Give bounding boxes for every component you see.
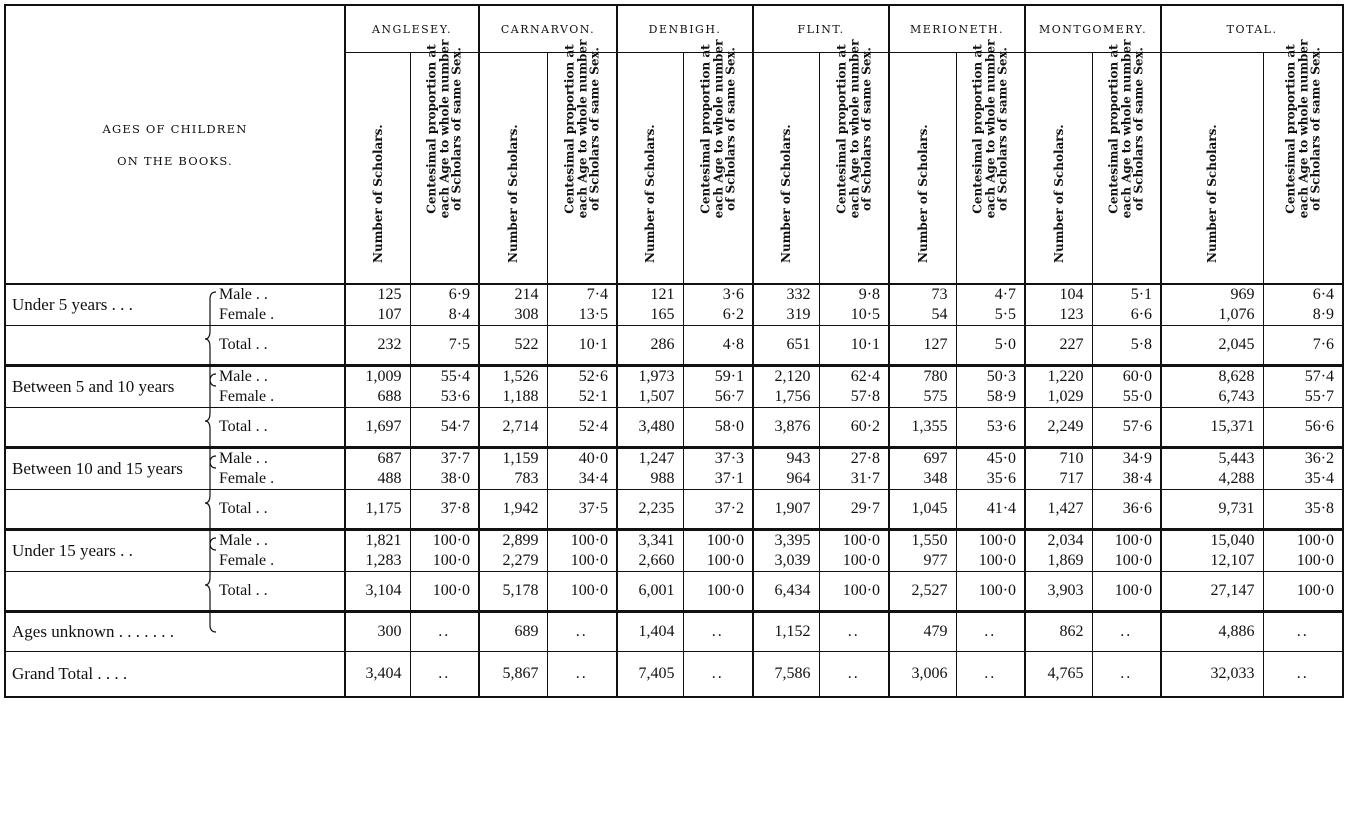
scholars-count-cell: 2,279 (479, 551, 547, 572)
centesimal-cell: 34·4 (547, 469, 617, 490)
centesimal-cell: 37·7 (410, 449, 479, 469)
centesimal-cell: 55·7 (1263, 387, 1343, 408)
centesimal-cell: 100·0 (1092, 531, 1161, 551)
age-group-spacer (5, 490, 219, 529)
grand-total-row (5, 652, 1343, 698)
scholars-count-cell: 2,249 (1025, 408, 1092, 447)
col-header-scholars-denbigh (617, 53, 683, 285)
scholars-count-cell: 479 (889, 613, 956, 652)
centesimal-line-3: of Scholars of same Sex. (1131, 46, 1146, 211)
scholars-count-cell: 1,697 (345, 408, 410, 447)
centesimal-cell: 38·4 (1092, 469, 1161, 490)
col-header-scholars-text: Number of Scholars. (643, 123, 658, 263)
scholars-count-cell: 6,001 (617, 572, 683, 611)
scholars-count-cell: 286 (617, 326, 683, 365)
age-group-label (5, 367, 219, 408)
centesimal-line-2: each Age to whole number (983, 39, 998, 218)
scholars-count-cell: 332 (753, 284, 819, 305)
centesimal-line-1: Centesimal proportion at (1106, 43, 1121, 214)
centesimal-cell: 57·6 (1092, 408, 1161, 447)
age-group-label-text: Between 5 and 10 years (12, 377, 175, 396)
centesimal-cell: 7·4 (547, 284, 617, 305)
scholars-count-cell: 348 (889, 469, 956, 490)
centesimal-line-3: of Scholars of same Sex. (723, 46, 738, 211)
centesimal-cell: 5·5 (956, 305, 1025, 326)
centesimal-cell: 31·7 (819, 469, 889, 490)
scholars-count-cell: 165 (617, 305, 683, 326)
census-table-page (4, 4, 1356, 800)
centesimal-line-3: of Scholars of same Sex. (1308, 46, 1323, 211)
scholars-count-cell: 3,903 (1025, 572, 1092, 611)
centesimal-cell: 37·3 (683, 449, 753, 469)
centesimal-line-1: Centesimal proportion at (698, 43, 713, 214)
centesimal-cell: 100·0 (956, 572, 1025, 611)
centesimal-line-2: each Age to whole number (574, 39, 589, 218)
centesimal-cell: .. (410, 652, 479, 698)
scholars-count-cell: 123 (1025, 305, 1092, 326)
sex-label: Total . . (219, 490, 345, 529)
table-row (5, 367, 1343, 387)
centesimal-cell: .. (819, 613, 889, 652)
centesimal-cell: .. (956, 652, 1025, 698)
scholars-count-cell: 1,507 (617, 387, 683, 408)
scholars-count-cell: 697 (889, 449, 956, 469)
age-group-spacer (5, 572, 219, 611)
centesimal-cell: 35·6 (956, 469, 1025, 490)
sex-label: Total . . (219, 572, 345, 611)
scholars-count-cell: 2,899 (479, 531, 547, 551)
district-header-montgomery: MONTGOMERY. (1025, 5, 1161, 53)
scholars-count-cell: 988 (617, 469, 683, 490)
centesimal-line-2: each Age to whole number (1119, 39, 1134, 218)
centesimal-cell: .. (683, 613, 753, 652)
ages-unknown-row (5, 613, 1343, 652)
centesimal-cell: .. (410, 613, 479, 652)
scholars-count-cell: 1,821 (345, 531, 410, 551)
centesimal-cell: 9·8 (819, 284, 889, 305)
scholars-count-cell: 12,107 (1161, 551, 1263, 572)
scholars-count-cell: 1,175 (345, 490, 410, 529)
centesimal-cell: 8·4 (410, 305, 479, 326)
centesimal-cell: 45·0 (956, 449, 1025, 469)
age-group-label-text: Under 5 years . . . (12, 295, 133, 314)
scholars-count-cell: 214 (479, 284, 547, 305)
scholars-count-cell: 127 (889, 326, 956, 365)
scholars-count-cell: 1,159 (479, 449, 547, 469)
scholars-count-cell: 2,527 (889, 572, 956, 611)
centesimal-cell: 5·8 (1092, 326, 1161, 365)
col-header-scholars-text: Number of Scholars. (779, 123, 794, 263)
centesimal-cell: 7·6 (1263, 326, 1343, 365)
centesimal-cell: 53·6 (410, 387, 479, 408)
centesimal-cell: 100·0 (1263, 551, 1343, 572)
col-header-scholars-flint (753, 53, 819, 285)
ages-unknown-row-label: Ages unknown . . . . . . . (12, 622, 174, 641)
scholars-count-cell: 8,628 (1161, 367, 1263, 387)
col-header-centesimal-text (699, 20, 737, 238)
scholars-count-cell: 1,942 (479, 490, 547, 529)
scholars-count-cell: 3,341 (617, 531, 683, 551)
age-group-spacer (5, 408, 219, 447)
scholars-count-cell: 104 (1025, 284, 1092, 305)
scholars-count-cell: 2,045 (1161, 326, 1263, 365)
scholars-count-cell: 717 (1025, 469, 1092, 490)
sex-label: Female . (219, 470, 275, 487)
scholars-count-cell: 319 (753, 305, 819, 326)
scholars-count-cell: 54 (889, 305, 956, 326)
centesimal-cell: 40·0 (547, 449, 617, 469)
scholars-count-cell: 522 (479, 326, 547, 365)
scholars-count-cell: 73 (889, 284, 956, 305)
scholars-by-age-table (4, 4, 1344, 698)
centesimal-line-1: Centesimal proportion at (562, 43, 577, 214)
centesimal-cell: 36·6 (1092, 490, 1161, 529)
scholars-count-cell: 15,040 (1161, 531, 1263, 551)
scholars-count-cell: 1,550 (889, 531, 956, 551)
centesimal-cell: 56·7 (683, 387, 753, 408)
scholars-count-cell: 9,731 (1161, 490, 1263, 529)
centesimal-cell: 52·6 (547, 367, 617, 387)
centesimal-cell: .. (956, 613, 1025, 652)
district-header-anglesey: ANGLESEY. (345, 5, 479, 53)
centesimal-cell: .. (1092, 652, 1161, 698)
scholars-count-cell: 27,147 (1161, 572, 1263, 611)
centesimal-cell: 100·0 (683, 572, 753, 611)
centesimal-cell: 27·8 (819, 449, 889, 469)
centesimal-cell: 10·1 (547, 326, 617, 365)
scholars-count-cell: 232 (345, 326, 410, 365)
scholars-count-cell: 6,434 (753, 572, 819, 611)
centesimal-cell: 60·2 (819, 408, 889, 447)
scholars-count-cell: 2,714 (479, 408, 547, 447)
col-header-scholars-total (1161, 53, 1263, 285)
centesimal-cell: 62·4 (819, 367, 889, 387)
centesimal-cell: 100·0 (547, 531, 617, 551)
centesimal-cell: 58·0 (683, 408, 753, 447)
scholars-count-cell: 1,045 (889, 490, 956, 529)
centesimal-cell: 4·7 (956, 284, 1025, 305)
col-header-centesimal-text (835, 20, 873, 238)
sex-label: Male . . (219, 532, 268, 549)
col-header-centesimal-text (1284, 20, 1322, 238)
centesimal-cell: 34·9 (1092, 449, 1161, 469)
col-header-scholars-merioneth (889, 53, 956, 285)
ages-heading (5, 5, 345, 284)
col-header-scholars-carnarvon (479, 53, 547, 285)
scholars-count-cell: 1,152 (753, 613, 819, 652)
sex-label: Female . (219, 552, 275, 569)
ages-heading-line1: AGES OF CHILDREN (102, 121, 248, 136)
centesimal-line-3: of Scholars of same Sex. (859, 46, 874, 211)
centesimal-cell: 52·4 (547, 408, 617, 447)
col-header-centesimal-anglesey (410, 39, 479, 285)
scholars-count-cell: 3,404 (345, 652, 410, 698)
centesimal-cell: 10·5 (819, 305, 889, 326)
centesimal-cell: .. (547, 613, 617, 652)
scholars-count-cell: 1,009 (345, 367, 410, 387)
age-group-label-text: Between 10 and 15 years (12, 459, 183, 478)
scholars-count-cell: 710 (1025, 449, 1092, 469)
centesimal-line-2: each Age to whole number (710, 39, 725, 218)
centesimal-cell: 10·1 (819, 326, 889, 365)
centesimal-cell: 57·4 (1263, 367, 1343, 387)
scholars-count-cell: 3,104 (345, 572, 410, 611)
sex-label: Female . (219, 388, 275, 405)
scholars-count-cell: 4,288 (1161, 469, 1263, 490)
scholars-count-cell: 943 (753, 449, 819, 469)
centesimal-cell: .. (819, 652, 889, 698)
sex-label: Total . . (219, 408, 345, 447)
centesimal-cell: 100·0 (547, 551, 617, 572)
col-header-scholars-text: Number of Scholars. (506, 123, 521, 263)
centesimal-cell: .. (1263, 652, 1343, 698)
centesimal-cell: 37·1 (683, 469, 753, 490)
scholars-count-cell: 488 (345, 469, 410, 490)
scholars-count-cell: 3,480 (617, 408, 683, 447)
centesimal-cell: 7·5 (410, 326, 479, 365)
scholars-count-cell: 2,034 (1025, 531, 1092, 551)
centesimal-line-1: Centesimal proportion at (424, 43, 439, 214)
centesimal-cell: 100·0 (1092, 572, 1161, 611)
scholars-count-cell: 651 (753, 326, 819, 365)
centesimal-cell: .. (683, 652, 753, 698)
col-header-centesimal-text (972, 20, 1010, 238)
scholars-count-cell: 2,660 (617, 551, 683, 572)
centesimal-cell: 55·0 (1092, 387, 1161, 408)
scholars-count-cell: 5,178 (479, 572, 547, 611)
col-header-centesimal-carnarvon (547, 39, 617, 285)
centesimal-cell: 3·6 (683, 284, 753, 305)
centesimal-cell: 100·0 (819, 551, 889, 572)
centesimal-line-1: Centesimal proportion at (834, 43, 849, 214)
centesimal-cell: 38·0 (410, 469, 479, 490)
scholars-count-cell: 977 (889, 551, 956, 572)
sex-label: Male . . (219, 286, 268, 303)
district-header-carnarvon: CARNARVON. (479, 5, 617, 53)
scholars-count-cell: 1,188 (479, 387, 547, 408)
scholars-count-cell: 964 (753, 469, 819, 490)
centesimal-cell: 100·0 (410, 572, 479, 611)
centesimal-cell: 100·0 (956, 551, 1025, 572)
centesimal-cell: 100·0 (1263, 531, 1343, 551)
scholars-count-cell: 1,756 (753, 387, 819, 408)
scholars-count-cell: 3,006 (889, 652, 956, 698)
centesimal-cell: 53·6 (956, 408, 1025, 447)
scholars-count-cell: 575 (889, 387, 956, 408)
table-row (5, 531, 1343, 551)
scholars-count-cell: 1,076 (1161, 305, 1263, 326)
age-group-label-text: Under 15 years . . (12, 541, 133, 560)
scholars-count-cell: 969 (1161, 284, 1263, 305)
col-header-centesimal-denbigh (683, 39, 753, 285)
centesimal-cell: 41·4 (956, 490, 1025, 529)
scholars-count-cell: 862 (1025, 613, 1092, 652)
centesimal-cell: 100·0 (819, 572, 889, 611)
centesimal-cell: 100·0 (1092, 551, 1161, 572)
centesimal-cell: 100·0 (819, 531, 889, 551)
centesimal-cell: 100·0 (547, 572, 617, 611)
centesimal-cell: 6·9 (410, 284, 479, 305)
scholars-count-cell: 4,765 (1025, 652, 1092, 698)
centesimal-line-3: of Scholars of same Sex. (587, 46, 602, 211)
col-header-centesimal-text (426, 20, 464, 238)
scholars-count-cell: 15,371 (1161, 408, 1263, 447)
scholars-count-cell: 3,395 (753, 531, 819, 551)
scholars-count-cell: 1,247 (617, 449, 683, 469)
district-header-flint: FLINT. (753, 5, 889, 53)
scholars-count-cell: 1,355 (889, 408, 956, 447)
centesimal-cell: 8·9 (1263, 305, 1343, 326)
centesimal-cell: 100·0 (410, 531, 479, 551)
col-header-scholars-text: Number of Scholars. (915, 123, 930, 263)
sex-label: Female . (219, 306, 275, 323)
centesimal-cell: 29·7 (819, 490, 889, 529)
scholars-count-cell: 689 (479, 613, 547, 652)
col-header-scholars-anglesey (345, 53, 410, 285)
age-group-label (5, 531, 219, 572)
centesimal-cell: 36·2 (1263, 449, 1343, 469)
age-group-label (5, 284, 219, 326)
col-header-scholars-text: Number of Scholars. (1051, 123, 1066, 263)
scholars-count-cell: 300 (345, 613, 410, 652)
centesimal-cell: 35·4 (1263, 469, 1343, 490)
centesimal-cell: 56·6 (1263, 408, 1343, 447)
centesimal-cell: 52·1 (547, 387, 617, 408)
scholars-count-cell: 1,907 (753, 490, 819, 529)
scholars-count-cell: 7,405 (617, 652, 683, 698)
centesimal-cell: 59·1 (683, 367, 753, 387)
centesimal-cell: 13·5 (547, 305, 617, 326)
centesimal-cell: 35·8 (1263, 490, 1343, 529)
scholars-count-cell: 2,235 (617, 490, 683, 529)
centesimal-cell: 100·0 (1263, 572, 1343, 611)
centesimal-line-2: each Age to whole number (1295, 39, 1310, 218)
age-group-label (5, 449, 219, 490)
col-header-centesimal-montgomery (1092, 39, 1161, 285)
scholars-count-cell: 7,586 (753, 652, 819, 698)
centesimal-cell: 54·7 (410, 408, 479, 447)
district-header-merioneth: MERIONETH. (889, 5, 1025, 53)
centesimal-line-3: of Scholars of same Sex. (995, 46, 1010, 211)
scholars-count-cell: 3,876 (753, 408, 819, 447)
scholars-count-cell: 1,220 (1025, 367, 1092, 387)
scholars-count-cell: 125 (345, 284, 410, 305)
ages-heading-line2: ON THE BOOKS. (117, 153, 233, 168)
district-header-total: TOTAL. (1161, 5, 1343, 53)
centesimal-cell: .. (1092, 613, 1161, 652)
district-header-denbigh: DENBIGH. (617, 5, 753, 53)
centesimal-cell: 37·2 (683, 490, 753, 529)
col-header-scholars-text: Number of Scholars. (1205, 123, 1220, 263)
scholars-count-cell: 3,039 (753, 551, 819, 572)
scholars-count-cell: 1,526 (479, 367, 547, 387)
scholars-count-cell: 107 (345, 305, 410, 326)
scholars-count-cell: 121 (617, 284, 683, 305)
table-row (5, 449, 1343, 469)
scholars-count-cell: 1,283 (345, 551, 410, 572)
centesimal-cell: 6·4 (1263, 284, 1343, 305)
age-group-spacer (5, 326, 219, 365)
centesimal-cell: 60·0 (1092, 367, 1161, 387)
table-row (5, 284, 1343, 305)
centesimal-cell: 57·8 (819, 387, 889, 408)
col-header-centesimal-text (563, 20, 601, 238)
centesimal-cell: 100·0 (683, 551, 753, 572)
grand-total-row-label: Grand Total . . . . (5, 652, 345, 698)
scholars-count-cell: 5,443 (1161, 449, 1263, 469)
col-header-scholars-text: Number of Scholars. (370, 123, 385, 263)
scholars-count-cell: 2,120 (753, 367, 819, 387)
scholars-count-cell: 1,427 (1025, 490, 1092, 529)
col-header-scholars-montgomery (1025, 53, 1092, 285)
centesimal-cell: 55·4 (410, 367, 479, 387)
scholars-count-cell: 6,743 (1161, 387, 1263, 408)
scholars-count-cell: 1,973 (617, 367, 683, 387)
centesimal-cell: 6·2 (683, 305, 753, 326)
scholars-count-cell: 308 (479, 305, 547, 326)
centesimal-line-1: Centesimal proportion at (970, 43, 985, 214)
centesimal-cell: 5·1 (1092, 284, 1161, 305)
centesimal-cell: 37·5 (547, 490, 617, 529)
scholars-count-cell: 783 (479, 469, 547, 490)
sex-label: Male . . (219, 450, 268, 467)
centesimal-cell: 37·8 (410, 490, 479, 529)
col-header-centesimal-flint (819, 39, 889, 285)
centesimal-cell: 100·0 (410, 551, 479, 572)
centesimal-cell: .. (547, 652, 617, 698)
scholars-count-cell: 32,033 (1161, 652, 1263, 698)
centesimal-cell: 58·9 (956, 387, 1025, 408)
sex-label: Male . . (219, 368, 268, 385)
sex-label: Total . . (219, 326, 345, 365)
centesimal-cell: 5·0 (956, 326, 1025, 365)
centesimal-cell: 100·0 (683, 531, 753, 551)
scholars-count-cell: 5,867 (479, 652, 547, 698)
scholars-count-cell: 1,029 (1025, 387, 1092, 408)
centesimal-cell: 100·0 (956, 531, 1025, 551)
centesimal-line-2: each Age to whole number (437, 39, 451, 218)
centesimal-line-2: each Age to whole number (846, 39, 861, 218)
scholars-count-cell: 1,869 (1025, 551, 1092, 572)
col-header-centesimal-total (1263, 39, 1343, 285)
centesimal-cell: .. (1263, 613, 1343, 652)
scholars-count-cell: 780 (889, 367, 956, 387)
scholars-count-cell: 4,886 (1161, 613, 1263, 652)
scholars-count-cell: 687 (345, 449, 410, 469)
centesimal-line-3: of Scholars of same Sex. (449, 46, 464, 211)
centesimal-cell: 6·6 (1092, 305, 1161, 326)
col-header-centesimal-text (1108, 20, 1146, 238)
centesimal-cell: 50·3 (956, 367, 1025, 387)
centesimal-cell: 4·8 (683, 326, 753, 365)
centesimal-line-1: Centesimal proportion at (1283, 43, 1298, 214)
col-header-centesimal-merioneth (956, 39, 1025, 285)
scholars-count-cell: 688 (345, 387, 410, 408)
scholars-count-cell: 227 (1025, 326, 1092, 365)
scholars-count-cell: 1,404 (617, 613, 683, 652)
